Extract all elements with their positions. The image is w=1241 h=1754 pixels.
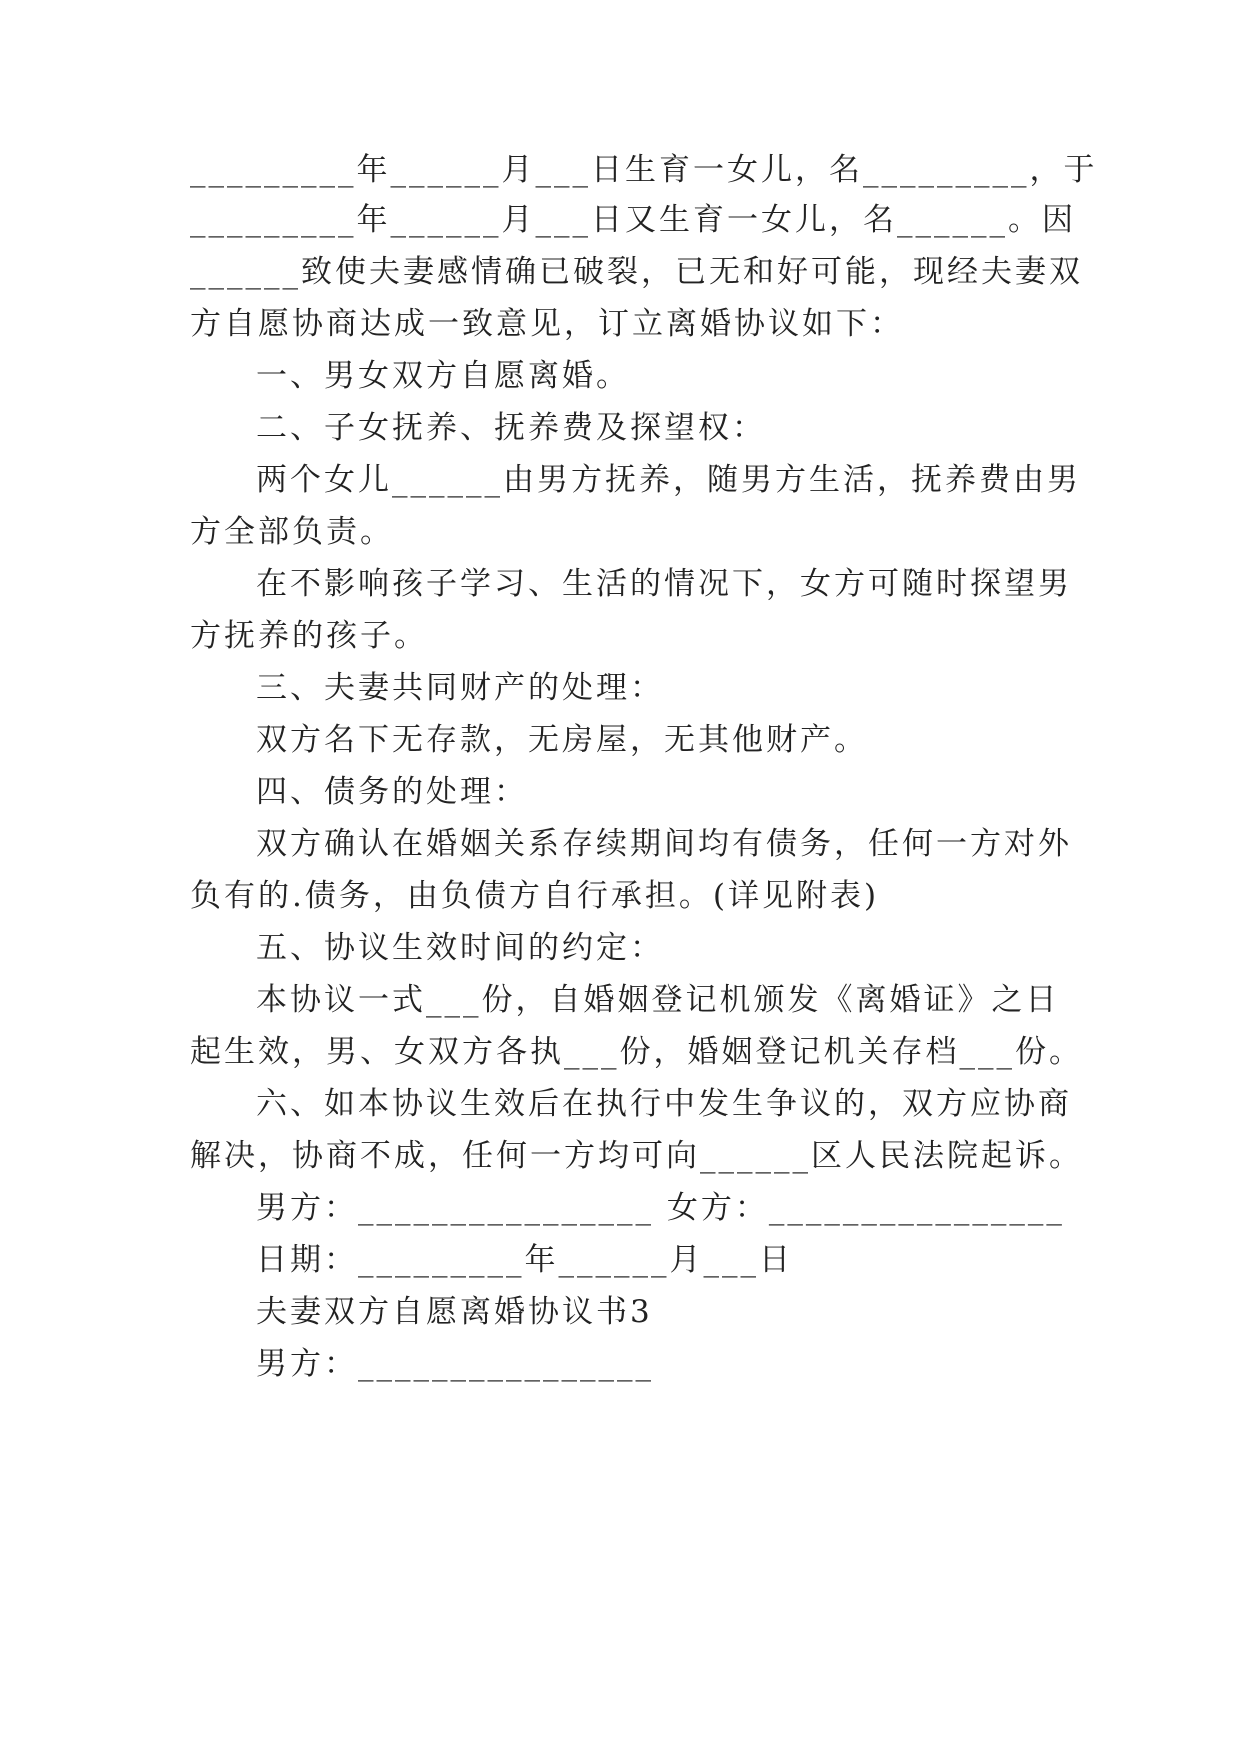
paragraph-line: 在不影响孩子学习、生活的情况下，女方可随时探望男	[256, 566, 1072, 602]
paragraph-line: _________年______月___日又生育一女儿，名______。因	[190, 202, 1076, 238]
signature-line: 男方：________________	[256, 1346, 654, 1382]
paragraph-line: 方全部负责。	[190, 514, 394, 550]
section-heading: 六、如本协议生效后在执行中发生争议的，双方应协商	[256, 1086, 1072, 1122]
section-heading: 四、债务的处理：	[256, 774, 528, 810]
paragraph-line: 两个女儿______由男方抚养，随男方生活，抚养费由男	[256, 462, 1081, 498]
paragraph-line: 本协议一式___份，自婚姻登记机颁发《离婚证》之日	[256, 982, 1060, 1018]
section-heading: 五、协议生效时间的约定：	[256, 930, 664, 966]
section-heading: 二、子女抚养、抚养费及探望权：	[256, 410, 766, 446]
signature-line: 男方：________________ 女方：________________	[256, 1190, 1065, 1226]
date-line: 日期：_________年______月___日	[256, 1242, 793, 1278]
paragraph-line: 负有的.债务，由负债方自行承担。(详见附表)	[190, 878, 880, 914]
paragraph-line: 双方名下无存款，无房屋，无其他财产。	[256, 722, 868, 758]
paragraph-line: 解决，协商不成，任何一方均可向______区人民法院起诉。	[190, 1138, 1083, 1174]
paragraph-line: 起生效，男、女双方各执___份，婚姻登记机关存档___份。	[190, 1034, 1083, 1070]
section-heading: 一、男女双方自愿离婚。	[256, 358, 630, 394]
paragraph-line: 双方确认在婚姻关系存续期间均有债务，任何一方对外	[256, 826, 1072, 862]
paragraph-line: 方自愿协商达成一致意见，订立离婚协议如下：	[190, 306, 904, 342]
paragraph-line: 方抚养的孩子。	[190, 618, 428, 654]
document-title: 夫妻双方自愿离婚协议书3	[256, 1294, 653, 1330]
section-heading: 三、夫妻共同财产的处理：	[256, 670, 664, 706]
paragraph-line: _________年______月___日生育一女儿，名_________，于	[190, 152, 1098, 188]
paragraph-line: ______致使夫妻感情确已破裂，已无和好可能，现经夫妻双	[190, 254, 1083, 290]
